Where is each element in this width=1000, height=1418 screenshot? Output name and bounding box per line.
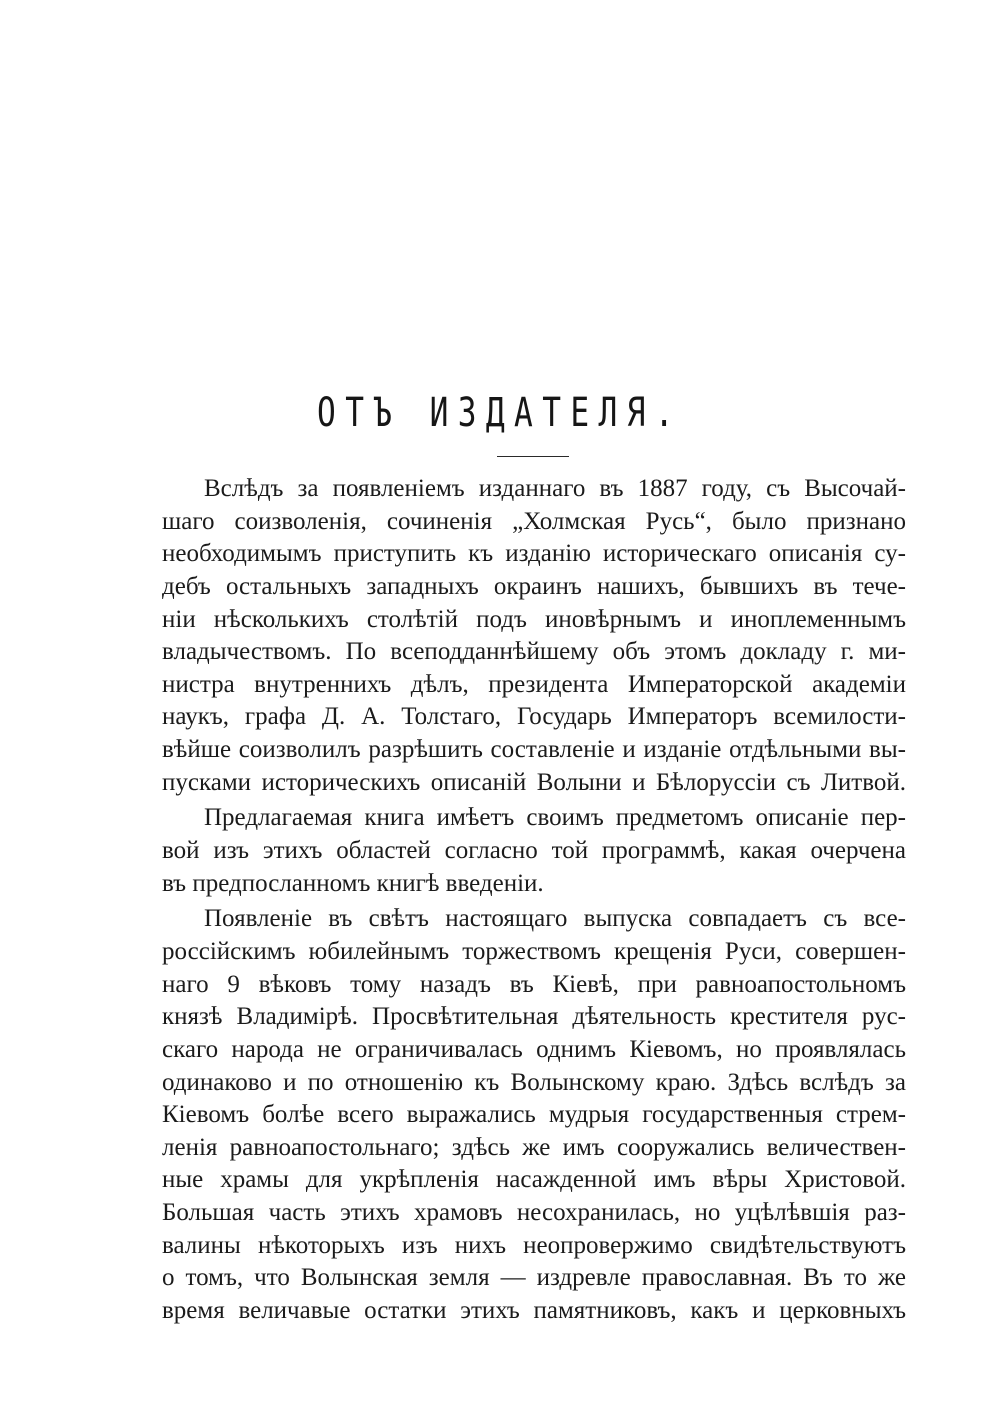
title-underline-rule (497, 456, 569, 457)
paragraph-1-line-3: необходимымъ приступить къ изданію историческаго описанія су- (162, 540, 906, 568)
paragraph-1-line-8: наукъ, графа Д. А. Толстаго, Государь Императоръ всемилости- (162, 703, 906, 731)
body-text (162, 473, 906, 1328)
paragraph-1-line-7: нистра внутреннихъ дѣлъ, президента Императорской академіи (162, 670, 906, 698)
paragraph-3-line-13: время величавые остатки этихъ памятниковъ, какъ и церковныхъ (162, 1297, 906, 1325)
paragraph-3-line-11: валины нѣкоторыхъ изъ нихъ неопровержимо свидѣтельствуютъ (162, 1231, 906, 1259)
paragraph-3-line-5: скаго народа не ограничивалась однимъ Кіевомъ, но проявлялась (162, 1035, 906, 1063)
paragraph-1-line-4: дебъ остальныхъ западныхъ окраинъ нашихъ, бывшихъ въ тече- (162, 572, 906, 600)
paragraph-3-line-2: россійскимъ юбилейнымъ торжествомъ крещенія Руси, совершен- (162, 937, 906, 965)
paragraph-3-line-3: наго 9 вѣковъ тому назадъ въ Кіевѣ, при равноапостольномъ (162, 970, 906, 998)
paragraph-2-line-1: Предлагаемая книга имѣетъ своимъ предметомъ описаніе пер- (204, 804, 906, 832)
paragraph-3-line-6: одинаково и по отношенію къ Волынскому краю. Здѣсь вслѣдъ за (162, 1068, 906, 1096)
paragraph-3-line-1: Появленіе въ свѣтъ настоящаго выпуска совпадаетъ съ все- (204, 905, 906, 933)
page-title: ОТЪ ИЗДАТЕЛЯ. (317, 390, 683, 436)
paragraph-3-line-8: ленія равноапостольнаго; здѣсь же имъ сооружались величествен- (162, 1133, 906, 1161)
paragraph-1-line-6: владычествомъ. По всеподданнѣйшему объ этомъ докладу г. ми- (162, 638, 906, 666)
paragraph-3-line-4: князѣ Владимірѣ. Просвѣтительная дѣятельность крестителя рус- (162, 1003, 906, 1031)
paragraph-3-line-12: о томъ, что Волынская земля — издревле православная. Въ то же (162, 1264, 906, 1292)
paragraph-2-line-3: въ предпосланномъ книгѣ введеніи. (162, 869, 544, 897)
paragraph-2-line-2: вой изъ этихъ областей согласно той программѣ, какая очерчена (162, 837, 906, 865)
paragraph-1-line-10: пусками историческихъ описаній Волыни и Бѣлоруссіи съ Литвой. (162, 768, 906, 796)
paragraph-1-line-1: Вслѣдъ за появленіемъ изданнаго въ 1887 году, съ Высочай- (204, 475, 906, 502)
paragraph-1-line-9: вѣйше соизволилъ разрѣшить составленіе и изданіе отдѣльными вы- (162, 736, 906, 764)
paragraph-3-line-7: Кіевомъ болѣе всего выражались мудрыя государственныя стрем- (162, 1101, 906, 1129)
paragraph-1-line-5: ніи нѣсколькихъ столѣтій подъ иновѣрнымъ и иноплеменнымъ (162, 605, 906, 633)
paragraph-1-line-2: шаго соизволенія, сочиненія „Холмская Русь“, было признано (162, 507, 906, 535)
paragraph-3-line-10: Большая часть этихъ храмовъ несохранилась, но уцѣлѣвшія раз- (162, 1199, 906, 1227)
paragraph-3-line-9: ные храмы для укрѣпленія насажденной имъ вѣры Христовой. (162, 1166, 906, 1194)
